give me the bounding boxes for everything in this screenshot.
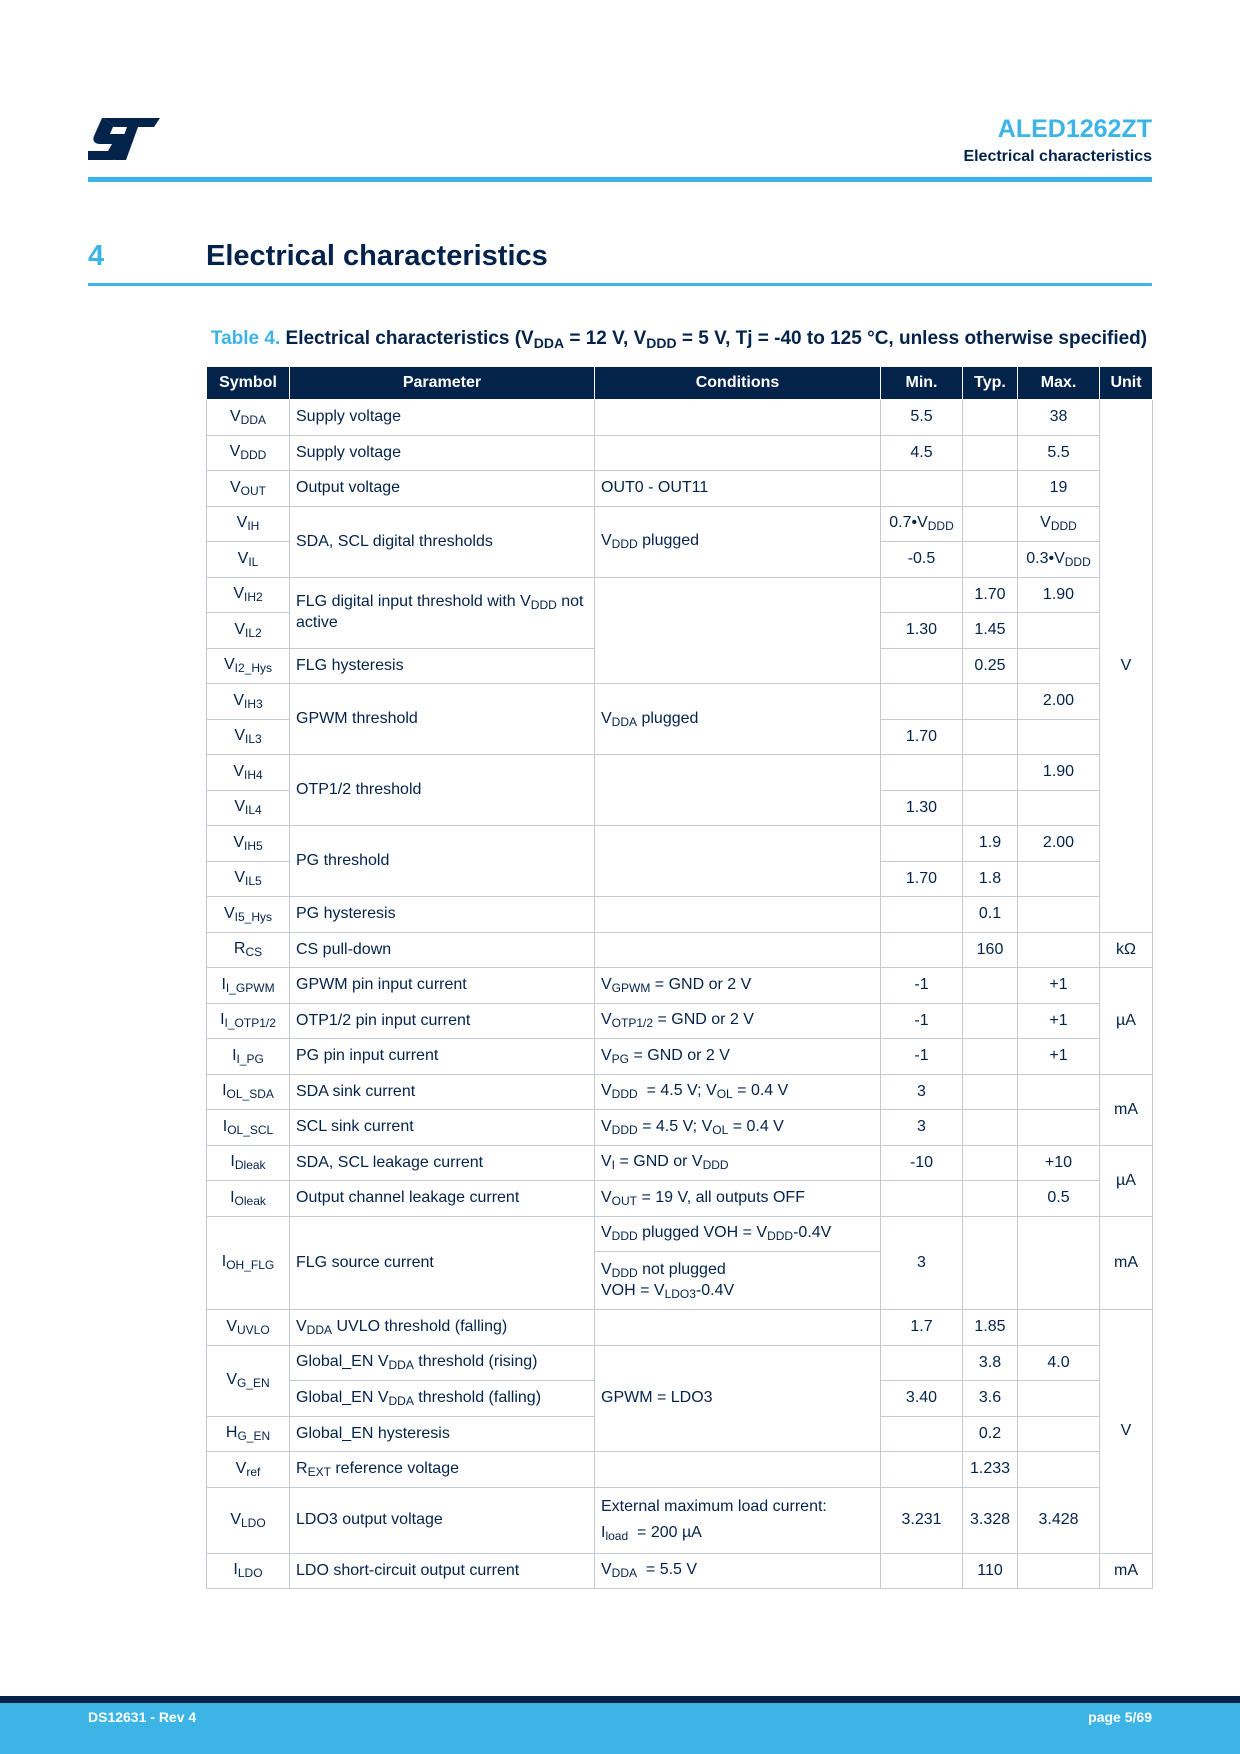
conditions-cell: $V_{OTP1/2}$ = GND or 2 V <box>595 1003 881 1039</box>
table-row <box>207 1553 1153 1589</box>
typ-cell: 0.1 <box>963 897 1018 933</box>
unit-cell: µA <box>1100 968 1153 1075</box>
caption-text: Electrical characteristics (V <box>285 328 534 349</box>
table-caption <box>206 328 1152 351</box>
min-cell: $0.7•V_{DDD}$ <box>881 506 963 542</box>
symbol-cell: $V_{UVLO}$ <box>207 1310 290 1346</box>
section-number: 4 <box>88 240 105 272</box>
typ-cell <box>963 400 1018 436</box>
unit-cell: µA <box>1100 1145 1153 1216</box>
max-cell <box>1018 861 1100 897</box>
symbol-cell: $I_{Dleak}$ <box>207 1145 290 1181</box>
min-cell: 5.5 <box>881 400 963 436</box>
typ-cell <box>963 1145 1018 1181</box>
typ-cell: 0.2 <box>963 1416 1018 1452</box>
conditions-cell: $V_{DDD}$ plugged VOH = $V_{DDD}-0.4V$ <box>595 1216 881 1252</box>
conditions-cell <box>595 1310 881 1346</box>
max-cell: 1.90 <box>1018 755 1100 791</box>
max-cell: 19 <box>1018 471 1100 507</box>
conditions-cell: $V_{OUT} = 19$ V, all outputs OFF <box>595 1181 881 1217</box>
conditions-cell: $V_{DDD} = 4.5$ V; $V_{OL} = 0.4$ V <box>595 1074 881 1110</box>
parameter-cell: LDO3 output voltage <box>290 1487 595 1553</box>
parameter-cell: SDA sink current <box>290 1074 595 1110</box>
max-cell <box>1018 648 1100 684</box>
symbol-cell: $I_{I\_PG}$ <box>207 1039 290 1075</box>
max-cell: 2.00 <box>1018 684 1100 720</box>
col-header-unit: Unit <box>1100 367 1153 400</box>
typ-cell <box>963 471 1018 507</box>
table-row <box>207 684 1153 720</box>
max-cell <box>1018 897 1100 933</box>
col-header-conditions: Conditions <box>595 367 881 400</box>
symbol-cell: $V_{IH4}$ <box>207 755 290 791</box>
conditions-cell: GPWM = LDO3 <box>595 1345 881 1452</box>
min-cell <box>881 648 963 684</box>
caption-text: = 5 V, Tj = -40 to 125 °C, unless otherwise specified) <box>676 328 1148 349</box>
conditions-cell <box>595 577 881 684</box>
max-cell <box>1018 1074 1100 1110</box>
conditions-cell <box>595 826 881 897</box>
conditions-cell: $V_{DDA}$ plugged <box>595 684 881 755</box>
min-cell: 3.231 <box>881 1487 963 1553</box>
min-cell <box>881 755 963 791</box>
col-header-parameter: Parameter <box>290 367 595 400</box>
max-cell: 0.5 <box>1018 1181 1100 1217</box>
symbol-cell: $V_{IL}$ <box>207 542 290 578</box>
parameter-cell: SCL sink current <box>290 1110 595 1146</box>
typ-cell <box>963 755 1018 791</box>
col-header-max: Max. <box>1018 367 1100 400</box>
table-row <box>207 577 1153 613</box>
min-cell: 3 <box>881 1074 963 1110</box>
symbol-cell: $R_{CS}$ <box>207 932 290 968</box>
unit-cell: kΩ <box>1100 932 1153 968</box>
table-row <box>207 1110 1153 1146</box>
symbol-cell: $V_{DDD}$ <box>207 435 290 471</box>
table-row <box>207 1074 1153 1110</box>
symbol-cell: $V_{IL3}$ <box>207 719 290 755</box>
conditions-cell: $V_{GPWM}$ = GND or 2 V <box>595 968 881 1004</box>
typ-cell: 1.233 <box>963 1452 1018 1488</box>
symbol-cell: $I_{Oleak}$ <box>207 1181 290 1217</box>
max-cell: +1 <box>1018 968 1100 1004</box>
conditions-cell: $V_I$ = GND or $V_{DDD}$ <box>595 1145 881 1181</box>
unit-cell: mA <box>1100 1216 1153 1310</box>
min-cell: 1.70 <box>881 861 963 897</box>
min-cell: 4.5 <box>881 435 963 471</box>
symbol-cell: $V_{IH5}$ <box>207 826 290 862</box>
max-cell <box>1018 1553 1100 1589</box>
max-cell <box>1018 1381 1100 1417</box>
table-row <box>207 1181 1153 1217</box>
typ-cell: 3.6 <box>963 1381 1018 1417</box>
max-cell <box>1018 790 1100 826</box>
parameter-cell: CS pull-down <box>290 932 595 968</box>
typ-cell <box>963 1003 1018 1039</box>
symbol-cell: $V_{IL2}$ <box>207 613 290 649</box>
parameter-cell: $V_{DDA}$ UVLO threshold (falling) <box>290 1310 595 1346</box>
min-cell <box>881 1452 963 1488</box>
unit-cell: mA <box>1100 1553 1153 1589</box>
typ-cell: 1.8 <box>963 861 1018 897</box>
symbol-cell: $I_{I\_OTP1/2}$ <box>207 1003 290 1039</box>
max-cell: 3.428 <box>1018 1487 1100 1553</box>
conditions-cell: $V_{DDD} = 4.5$ V; $V_{OL} = 0.4$ V <box>595 1110 881 1146</box>
st-logo-icon <box>88 118 160 160</box>
parameter-cell: Output channel leakage current <box>290 1181 595 1217</box>
conditions-cell <box>595 755 881 826</box>
table-row <box>207 1487 1153 1553</box>
page-number: page 5/69 <box>1088 1709 1152 1725</box>
typ-cell: 3.328 <box>963 1487 1018 1553</box>
min-cell <box>881 1181 963 1217</box>
max-cell <box>1018 719 1100 755</box>
parameter-cell: OTP1/2 threshold <box>290 755 595 826</box>
parameter-cell: PG pin input current <box>290 1039 595 1075</box>
document-subtitle: Electrical characteristics <box>963 148 1152 165</box>
max-cell <box>1018 1416 1100 1452</box>
header-divider <box>88 177 1152 182</box>
max-cell: 1.90 <box>1018 577 1100 613</box>
typ-cell <box>963 1181 1018 1217</box>
min-cell <box>881 1416 963 1452</box>
min-cell: 1.30 <box>881 790 963 826</box>
parameter-cell: $R_{EXT}$ reference voltage <box>290 1452 595 1488</box>
symbol-cell: $V_{IL4}$ <box>207 790 290 826</box>
min-cell <box>881 684 963 720</box>
parameter-cell: GPWM threshold <box>290 684 595 755</box>
max-cell <box>1018 932 1100 968</box>
parameter-cell: GPWM pin input current <box>290 968 595 1004</box>
symbol-cell: $V_{G\_EN}$ <box>207 1345 290 1416</box>
table-header-row <box>207 367 1153 400</box>
min-cell <box>881 1553 963 1589</box>
table-row <box>207 1310 1153 1346</box>
typ-cell <box>963 968 1018 1004</box>
symbol-cell: $V_{IH2}$ <box>207 577 290 613</box>
document-title: ALED1262ZT <box>997 115 1152 143</box>
min-cell: -1 <box>881 1003 963 1039</box>
document-revision: DS12631 - Rev 4 <box>88 1709 197 1725</box>
parameter-cell: FLG hysteresis <box>290 648 595 684</box>
symbol-cell: $I_{LDO}$ <box>207 1553 290 1589</box>
parameter-cell: PG hysteresis <box>290 897 595 933</box>
typ-cell: 1.45 <box>963 613 1018 649</box>
symbol-cell: $V_{I5\_Hys}$ <box>207 897 290 933</box>
symbol-cell: $I_{OH\_FLG}$ <box>207 1216 290 1310</box>
min-cell: 1.7 <box>881 1310 963 1346</box>
symbol-cell: $V_{I2\_Hys}$ <box>207 648 290 684</box>
max-cell: +10 <box>1018 1145 1100 1181</box>
min-cell <box>881 1345 963 1381</box>
max-cell <box>1018 1452 1100 1488</box>
typ-cell: 3.8 <box>963 1345 1018 1381</box>
typ-cell: 1.9 <box>963 826 1018 862</box>
min-cell <box>881 471 963 507</box>
symbol-cell: $V_{IH}$ <box>207 506 290 542</box>
conditions-cell <box>595 400 881 436</box>
symbol-cell: $V_{LDO}$ <box>207 1487 290 1553</box>
parameter-cell: PG threshold <box>290 826 595 897</box>
min-cell: -1 <box>881 1039 963 1075</box>
min-cell: -0.5 <box>881 542 963 578</box>
typ-cell: 110 <box>963 1553 1018 1589</box>
conditions-cell <box>595 932 881 968</box>
symbol-cell: $V_{IL5}$ <box>207 861 290 897</box>
parameter-cell: Global_EN $V_{DDA}$ threshold (falling) <box>290 1381 595 1417</box>
typ-cell: 1.85 <box>963 1310 1018 1346</box>
min-cell: 3 <box>881 1216 963 1310</box>
max-cell <box>1018 1310 1100 1346</box>
conditions-cell <box>595 1452 881 1488</box>
table-row <box>207 1039 1153 1075</box>
max-cell: 38 <box>1018 400 1100 436</box>
max-cell: 5.5 <box>1018 435 1100 471</box>
max-cell: $0.3•V_{DDD}$ <box>1018 542 1100 578</box>
min-cell <box>881 577 963 613</box>
min-cell: -10 <box>881 1145 963 1181</box>
symbol-cell: $I_{OL\_SCL}$ <box>207 1110 290 1146</box>
typ-cell <box>963 1216 1018 1310</box>
max-cell <box>1018 1216 1100 1310</box>
symbol-cell: $I_{I\_GPWM}$ <box>207 968 290 1004</box>
parameter-cell: SDA, SCL leakage current <box>290 1145 595 1181</box>
table-row <box>207 506 1153 542</box>
typ-cell <box>963 1074 1018 1110</box>
parameter-cell: LDO short-circuit output current <box>290 1553 595 1589</box>
typ-cell <box>963 435 1018 471</box>
symbol-cell: $V_{ref}$ <box>207 1452 290 1488</box>
table-row <box>207 435 1153 471</box>
typ-cell: 1.70 <box>963 577 1018 613</box>
caption-text: = 12 V, V <box>564 328 647 349</box>
conditions-cell: OUT0 - OUT11 <box>595 471 881 507</box>
typ-cell <box>963 1110 1018 1146</box>
unit-cell: V <box>1100 400 1153 933</box>
conditions-cell: $V_{DDD}$ plugged <box>595 506 881 577</box>
parameter-cell: SDA, SCL digital thresholds <box>290 506 595 577</box>
parameter-cell: OTP1/2 pin input current <box>290 1003 595 1039</box>
parameter-cell: FLG source current <box>290 1216 595 1310</box>
table-row <box>207 1003 1153 1039</box>
parameter-cell: Global_EN $V_{DDA}$ threshold (rising) <box>290 1345 595 1381</box>
conditions-cell: $V_{DDA} = 5.5$ V <box>595 1553 881 1589</box>
table-row <box>207 932 1153 968</box>
col-header-symbol: Symbol <box>207 367 290 400</box>
max-cell <box>1018 1110 1100 1146</box>
table-row <box>207 826 1153 862</box>
table-row <box>207 1145 1153 1181</box>
table-row <box>207 1452 1153 1488</box>
conditions-cell: External maximum load current: $I_{load} = 200$ µA <box>595 1487 881 1553</box>
max-cell: 4.0 <box>1018 1345 1100 1381</box>
table-row <box>207 400 1153 436</box>
typ-cell <box>963 719 1018 755</box>
min-cell: -1 <box>881 968 963 1004</box>
min-cell: 3 <box>881 1110 963 1146</box>
table-row <box>207 897 1153 933</box>
parameter-cell: Global_EN hysteresis <box>290 1416 595 1452</box>
typ-cell: 160 <box>963 932 1018 968</box>
col-header-min: Min. <box>881 367 963 400</box>
min-cell: 3.40 <box>881 1381 963 1417</box>
parameter-cell: FLG digital input threshold with $V_{DDD}$ not active <box>290 577 595 648</box>
conditions-cell: $V_{DDD}$ not plugged VOH = $V_{LDO3}-0.4V$ <box>595 1252 881 1310</box>
max-cell: 2.00 <box>1018 826 1100 862</box>
symbol-cell: $I_{OL\_SDA}$ <box>207 1074 290 1110</box>
symbol-cell: $V_{DDA}$ <box>207 400 290 436</box>
typ-cell: 0.25 <box>963 648 1018 684</box>
min-cell <box>881 932 963 968</box>
parameter-cell: Output voltage <box>290 471 595 507</box>
unit-cell: V <box>1100 1310 1153 1554</box>
min-cell: 1.70 <box>881 719 963 755</box>
table-row <box>207 1216 1153 1252</box>
typ-cell <box>963 1039 1018 1075</box>
min-cell: 1.30 <box>881 613 963 649</box>
col-header-typ: Typ. <box>963 367 1018 400</box>
table-row <box>207 968 1153 1004</box>
max-cell: +1 <box>1018 1039 1100 1075</box>
table-row <box>207 1345 1153 1381</box>
typ-cell <box>963 684 1018 720</box>
max-cell <box>1018 613 1100 649</box>
conditions-cell <box>595 897 881 933</box>
symbol-cell: $H_{G\_EN}$ <box>207 1416 290 1452</box>
symbol-cell: $V_{IH3}$ <box>207 684 290 720</box>
min-cell <box>881 826 963 862</box>
parameter-cell: Supply voltage <box>290 400 595 436</box>
symbol-cell: $V_{OUT}$ <box>207 471 290 507</box>
parameter-cell: Supply voltage <box>290 435 595 471</box>
typ-cell <box>963 542 1018 578</box>
typ-cell <box>963 790 1018 826</box>
max-cell: +1 <box>1018 1003 1100 1039</box>
min-cell <box>881 897 963 933</box>
conditions-cell <box>595 435 881 471</box>
table-row <box>207 755 1153 791</box>
conditions-cell: $V_{PG}$ = GND or 2 V <box>595 1039 881 1075</box>
section-title: Electrical characteristics <box>206 240 548 272</box>
typ-cell <box>963 506 1018 542</box>
caption-sub: DDD <box>646 335 677 351</box>
section-divider <box>88 283 1152 286</box>
footer-stripe <box>0 1696 1240 1703</box>
table-row <box>207 471 1153 507</box>
electrical-characteristics-table <box>206 366 1153 1589</box>
max-cell: $V_{DDD}$ <box>1018 506 1100 542</box>
table-label: Table 4. <box>210 328 281 349</box>
caption-sub: DDA <box>533 335 565 351</box>
unit-cell: mA <box>1100 1074 1153 1145</box>
